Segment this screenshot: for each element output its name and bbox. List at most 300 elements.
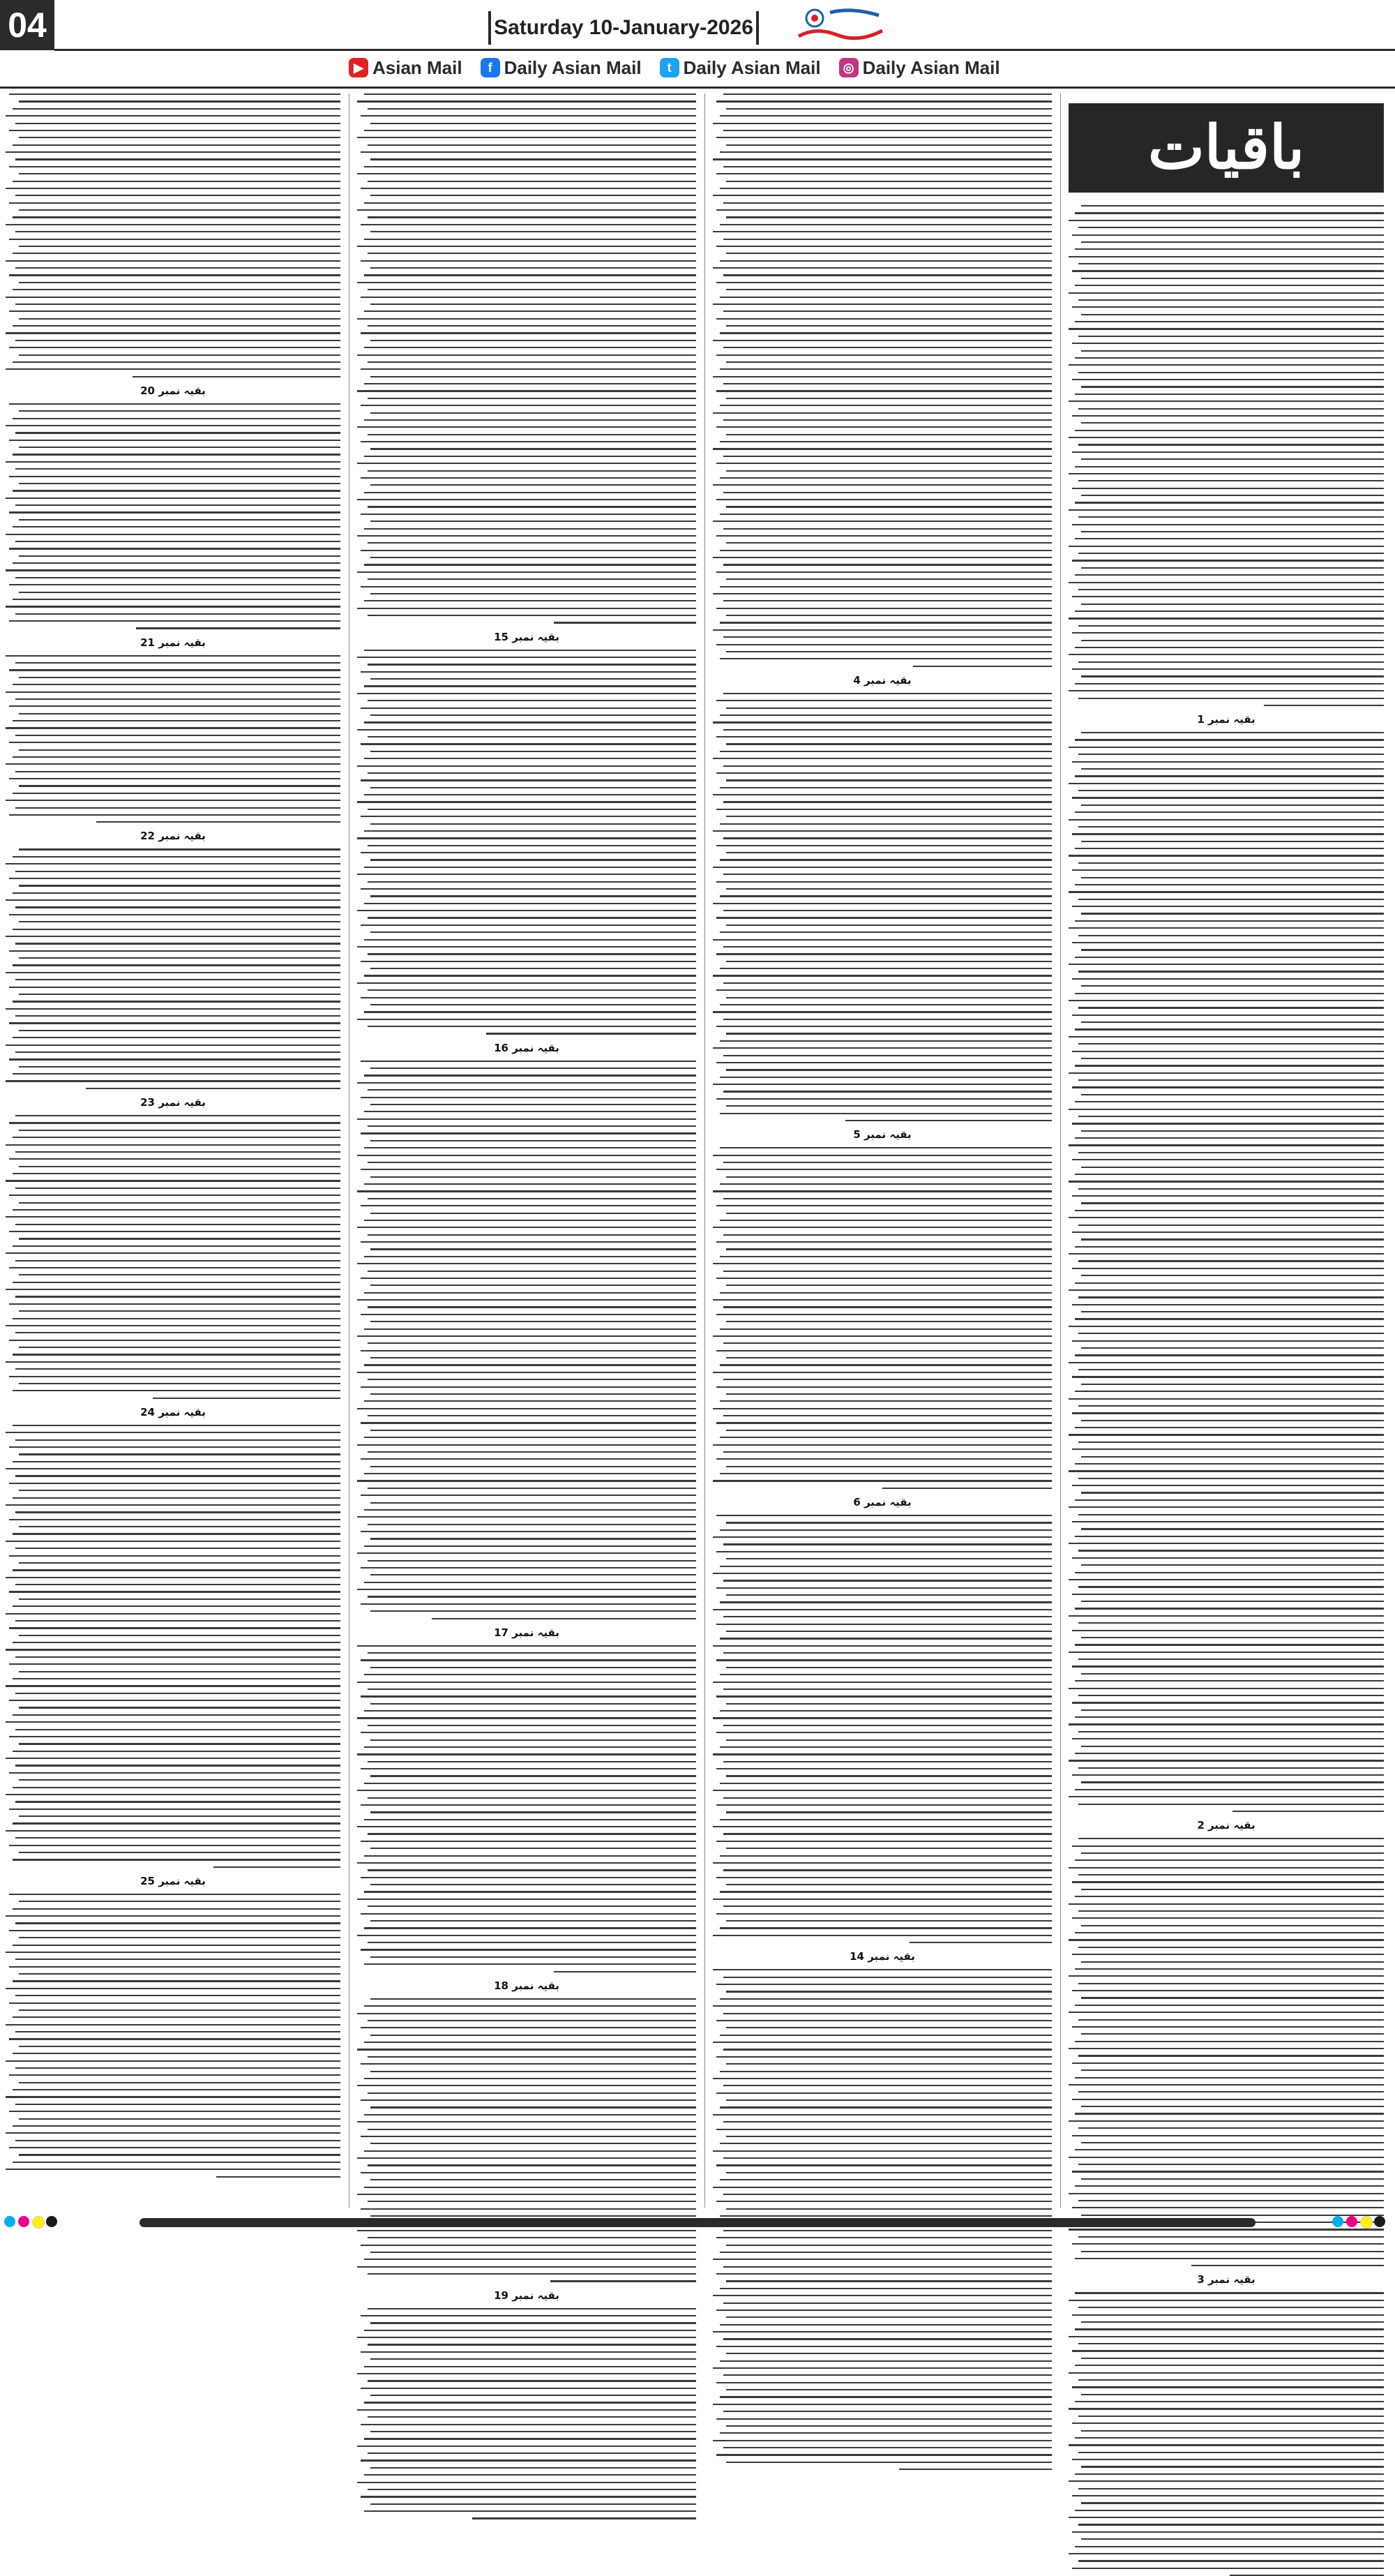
text-line	[1069, 964, 1384, 965]
text-line	[720, 332, 1052, 334]
text-line	[370, 1884, 696, 1885]
text-line	[361, 779, 696, 781]
text-line	[357, 1935, 696, 1936]
text-line	[1081, 2538, 1384, 2540]
text-line	[6, 655, 340, 657]
text-line	[13, 454, 340, 455]
text-line	[368, 2164, 696, 2166]
text-line	[361, 743, 696, 744]
text-line	[716, 736, 1052, 737]
text-line	[1072, 2135, 1384, 2136]
text-line	[361, 2351, 696, 2353]
text-line	[357, 2013, 696, 2014]
continuation-heading: بقیہ نمبر 16	[494, 1041, 559, 1054]
text-line	[361, 224, 696, 225]
text-line	[15, 1995, 340, 1996]
text-line	[1075, 1065, 1384, 1066]
text-line	[364, 867, 696, 868]
text-line	[1072, 2568, 1384, 2569]
text-line	[6, 1144, 340, 1146]
text-line	[1069, 509, 1384, 511]
text-line	[6, 1794, 340, 1795]
text-line	[1078, 1731, 1384, 1732]
text-line	[6, 863, 340, 864]
text-line	[1069, 2372, 1384, 2374]
text-line	[361, 1169, 696, 1170]
text-line	[1075, 884, 1384, 885]
text-line	[1075, 1463, 1384, 1465]
text-line	[15, 1475, 340, 1476]
text-line	[6, 800, 340, 801]
text-line	[15, 871, 340, 872]
text-line	[713, 794, 1052, 795]
text-line	[716, 1732, 1052, 1733]
text-line	[15, 267, 340, 269]
text-line	[370, 1357, 696, 1358]
text-line	[1078, 2236, 1384, 2238]
text-line	[716, 2056, 1052, 2058]
text-line	[9, 1700, 340, 1701]
text-line	[720, 151, 1052, 153]
text-line	[716, 535, 1052, 537]
text-line	[1075, 993, 1384, 994]
text-line	[1075, 1427, 1384, 1428]
text-line	[716, 2092, 1052, 2094]
text-line	[19, 2009, 340, 2011]
text-line	[1081, 841, 1384, 842]
text-line	[361, 1877, 696, 1878]
text-line	[1078, 1333, 1384, 1334]
text-line	[370, 1466, 696, 1467]
text-line	[6, 497, 340, 499]
text-line	[723, 2302, 1052, 2304]
text-line	[720, 224, 1052, 225]
text-line	[13, 418, 340, 419]
text-line	[726, 2063, 1052, 2065]
text-line	[357, 1118, 696, 1120]
text-line	[13, 562, 340, 564]
text-line	[364, 1328, 696, 1330]
text-line	[720, 2252, 1052, 2253]
text-line	[361, 888, 696, 890]
text-line	[6, 1758, 340, 1759]
text-line	[720, 115, 1052, 117]
text-line	[6, 1080, 340, 1081]
text-line	[723, 564, 1052, 565]
text-line	[370, 751, 696, 752]
text-line	[723, 1234, 1052, 1236]
text-line	[713, 2187, 1052, 2188]
text-line	[720, 1998, 1052, 2000]
text-line	[720, 1004, 1052, 1005]
text-line	[13, 2053, 340, 2054]
text-line	[720, 968, 1052, 969]
text-line	[1075, 1608, 1384, 1609]
text-line	[1069, 891, 1384, 892]
text-line	[364, 528, 696, 530]
text-line	[716, 1877, 1052, 1878]
text-line	[19, 785, 340, 786]
text-line	[6, 188, 340, 189]
text-line	[15, 432, 340, 433]
text-line	[716, 463, 1052, 464]
header-rule	[54, 49, 1395, 51]
text-line	[1078, 372, 1384, 373]
text-line	[1081, 675, 1384, 677]
text-line	[15, 1224, 340, 1225]
text-line	[368, 1688, 696, 1690]
text-line	[1078, 1514, 1384, 1515]
text-line	[716, 1587, 1052, 1589]
text-line	[6, 224, 340, 225]
text-line	[1078, 1947, 1384, 1948]
text-line	[1081, 2466, 1384, 2467]
text-column-1	[1069, 93, 1384, 2286]
text-line	[913, 666, 1052, 667]
text-line	[1075, 1282, 1384, 1284]
continuation-heading: بقیہ نمبر 6	[853, 1495, 912, 1508]
text-line	[1075, 920, 1384, 922]
text-line	[364, 1183, 696, 1185]
text-line	[723, 456, 1052, 457]
text-line	[1072, 833, 1384, 834]
text-line	[9, 778, 340, 779]
text-line	[1069, 582, 1384, 583]
text-line	[15, 979, 340, 980]
text-line	[13, 1859, 340, 1860]
text-line	[1081, 314, 1384, 315]
text-line	[15, 1959, 340, 1960]
text-line	[9, 814, 340, 816]
text-line	[723, 202, 1052, 204]
text-line	[15, 1015, 340, 1017]
text-line	[136, 627, 340, 629]
text-line	[726, 325, 1052, 327]
text-line	[1069, 2048, 1384, 2049]
text-line	[6, 260, 340, 262]
text-line	[368, 736, 696, 737]
text-line	[357, 657, 696, 658]
text-line	[1069, 2157, 1384, 2158]
text-line	[361, 1567, 696, 1568]
social-instagram[interactable]	[839, 56, 1000, 80]
text-line	[713, 231, 1052, 232]
text-line	[357, 246, 696, 247]
text-line	[370, 1213, 696, 1214]
text-line	[723, 2374, 1052, 2376]
text-line	[368, 2056, 696, 2058]
text-line	[364, 1400, 696, 1402]
text-line	[720, 1256, 1052, 1257]
text-line	[1075, 1644, 1384, 1645]
text-line	[720, 1529, 1052, 1531]
text-line	[13, 1073, 340, 1074]
text-line	[720, 2396, 1052, 2397]
text-line	[9, 1736, 340, 1737]
text-line	[713, 1263, 1052, 1264]
text-line	[364, 650, 696, 651]
text-line	[716, 700, 1052, 701]
text-line	[6, 727, 340, 728]
text-line	[1075, 683, 1384, 684]
text-line	[357, 2194, 696, 2195]
text-line	[1075, 1391, 1384, 1392]
text-line	[6, 1541, 340, 1542]
text-line	[13, 1497, 340, 1499]
text-column-2	[713, 93, 1052, 2208]
text-line	[370, 968, 696, 969]
text-line	[1081, 1746, 1384, 1747]
text-line	[19, 1166, 340, 1167]
text-line	[9, 584, 340, 585]
text-line	[1069, 1470, 1384, 1472]
continuation-heading: بقیہ نمبر 19	[494, 2289, 559, 2302]
text-line	[368, 953, 696, 954]
text-line	[361, 1061, 696, 1062]
text-line	[361, 297, 696, 298]
text-line	[1078, 826, 1384, 828]
text-line	[1081, 1528, 1384, 1529]
text-line	[1081, 1997, 1384, 1998]
text-line	[713, 1480, 1052, 1481]
text-line	[370, 1176, 696, 1178]
text-line	[1072, 2171, 1384, 2172]
text-line	[1078, 754, 1384, 755]
text-line	[1075, 2292, 1384, 2293]
text-line	[361, 1913, 696, 1915]
text-line	[370, 2215, 696, 2217]
social-facebook[interactable]	[481, 56, 642, 80]
text-line	[6, 1252, 340, 1254]
text-line	[1081, 2106, 1384, 2107]
text-line	[716, 1515, 1052, 1516]
text-line	[1072, 234, 1384, 236]
text-line	[1081, 278, 1384, 279]
text-line	[357, 2409, 696, 2411]
text-line	[726, 2136, 1052, 2137]
text-line	[364, 1674, 696, 1675]
text-line	[1078, 2164, 1384, 2165]
text-line	[1078, 2343, 1384, 2344]
footer-bar	[140, 2218, 1256, 2227]
text-line	[1072, 978, 1384, 980]
text-line	[713, 2440, 1052, 2441]
text-line	[726, 1033, 1052, 1034]
text-line	[1075, 1174, 1384, 1175]
text-line	[1069, 2012, 1384, 2013]
text-line	[726, 578, 1052, 580]
text-line	[1075, 212, 1384, 214]
text-line	[723, 693, 1052, 694]
text-line	[368, 1379, 696, 1380]
social-twitter[interactable]	[660, 56, 821, 80]
text-line	[720, 405, 1052, 406]
text-line	[86, 1088, 340, 1089]
text-line	[9, 1376, 340, 1377]
text-line	[1069, 220, 1384, 221]
text-line	[364, 492, 696, 493]
text-line	[370, 1430, 696, 1431]
text-line	[361, 1458, 696, 1460]
text-line	[1075, 2510, 1384, 2511]
section-banner: باقیات	[1069, 103, 1384, 193]
text-line	[370, 1068, 696, 1069]
text-line	[432, 1618, 696, 1619]
text-line	[1081, 1925, 1384, 1926]
text-line	[1081, 2142, 1384, 2143]
text-line	[370, 931, 696, 933]
text-line	[19, 1852, 340, 1853]
text-line	[15, 231, 340, 232]
text-line	[713, 1444, 1052, 1446]
text-line	[19, 2082, 340, 2083]
text-line	[716, 499, 1052, 500]
text-line	[1069, 1398, 1384, 1400]
text-line	[361, 997, 696, 998]
continuation-heading: بقیہ نمبر 15	[494, 630, 559, 643]
social-youtube[interactable]	[349, 56, 462, 80]
text-line	[370, 2322, 696, 2323]
text-line	[1069, 1867, 1384, 1869]
text-line	[15, 1801, 340, 1802]
text-line	[1078, 1622, 1384, 1624]
registration-mark	[1346, 2216, 1357, 2227]
text-line	[361, 477, 696, 479]
text-line	[6, 1721, 340, 1723]
text-line	[6, 368, 340, 370]
text-line	[723, 239, 1052, 240]
text-line	[720, 2106, 1052, 2108]
text-line	[370, 1610, 696, 1612]
text-line	[726, 2099, 1052, 2101]
text-line	[357, 1444, 696, 1446]
text-line	[1078, 698, 1384, 699]
text-line	[19, 749, 340, 751]
text-line	[370, 557, 696, 558]
text-line	[723, 1543, 1052, 1545]
text-line	[720, 1077, 1052, 1078]
text-line	[1078, 1550, 1384, 1551]
text-line	[364, 1963, 696, 1965]
text-line	[19, 885, 340, 886]
text-line	[357, 1190, 696, 1192]
text-line	[9, 511, 340, 513]
text-line	[720, 1891, 1052, 1892]
text-line	[726, 924, 1052, 926]
text-line	[1075, 1354, 1384, 1356]
text-line	[361, 707, 696, 709]
text-line	[368, 1026, 696, 1027]
text-line	[716, 1624, 1052, 1625]
text-line	[6, 425, 340, 426]
text-line	[19, 1490, 340, 1491]
text-line	[19, 209, 340, 211]
text-line	[723, 1797, 1052, 1799]
text-line	[364, 1582, 696, 1583]
social-label: Daily Asian Mail	[683, 57, 821, 78]
text-line	[716, 1241, 1052, 1243]
text-line	[720, 1113, 1052, 1114]
text-line	[6, 1361, 340, 1363]
text-line	[1081, 1852, 1384, 1854]
text-line	[361, 2208, 696, 2210]
text-line	[716, 1984, 1052, 1985]
column-divider	[704, 93, 705, 2208]
text-line	[1081, 1238, 1384, 1240]
text-line	[1072, 1051, 1384, 1052]
text-line	[9, 2002, 340, 2004]
text-line	[720, 514, 1052, 515]
text-line	[1081, 1564, 1384, 1566]
text-line	[723, 1162, 1052, 1163]
text-line	[9, 1627, 340, 1628]
text-line	[368, 578, 696, 580]
text-line	[716, 2454, 1052, 2455]
text-line	[1075, 1716, 1384, 1718]
text-line	[357, 729, 696, 731]
instagram-icon: ◎	[839, 58, 859, 77]
text-line	[1081, 1673, 1384, 1675]
text-line	[19, 2046, 340, 2047]
text-line	[1081, 604, 1384, 605]
text-line	[357, 765, 696, 767]
text-line	[720, 1437, 1052, 1438]
text-line	[370, 2252, 696, 2253]
text-line	[15, 1922, 340, 1924]
text-line	[1081, 2358, 1384, 2359]
text-line	[723, 729, 1052, 731]
text-line	[361, 1314, 696, 1315]
text-line	[368, 1125, 696, 1127]
text-line	[1072, 1954, 1384, 1955]
text-line	[720, 2143, 1052, 2144]
text-line	[357, 2230, 696, 2231]
text-line	[1078, 625, 1384, 627]
text-line	[15, 906, 340, 908]
text-line	[1075, 394, 1384, 395]
text-line	[361, 2027, 696, 2028]
text-line	[723, 2049, 1052, 2050]
text-line	[713, 1047, 1052, 1049]
text-line	[1081, 1058, 1384, 1059]
text-line	[1078, 1116, 1384, 1117]
text-line	[723, 765, 1052, 767]
text-line	[13, 684, 340, 685]
text-line	[370, 1703, 696, 1705]
text-line	[1075, 1789, 1384, 1790]
text-line	[9, 1303, 340, 1305]
text-line	[19, 921, 340, 922]
text-line	[716, 173, 1052, 174]
text-line	[726, 1321, 1052, 1322]
text-line	[726, 888, 1052, 890]
text-line	[1081, 1456, 1384, 1458]
text-line	[370, 823, 696, 825]
text-line	[13, 253, 340, 254]
text-line	[19, 1238, 340, 1239]
text-line	[13, 1209, 340, 1211]
text-line	[720, 1183, 1052, 1185]
text-line	[713, 1790, 1052, 1791]
text-line	[1075, 647, 1384, 648]
text-line	[361, 2496, 696, 2497]
text-line	[364, 1220, 696, 1221]
text-line	[364, 1147, 696, 1148]
text-line	[357, 2337, 696, 2338]
text-line	[1072, 2062, 1384, 2064]
text-line	[368, 1089, 696, 1091]
continuation-heading: بقیہ نمبر 4	[853, 673, 912, 687]
